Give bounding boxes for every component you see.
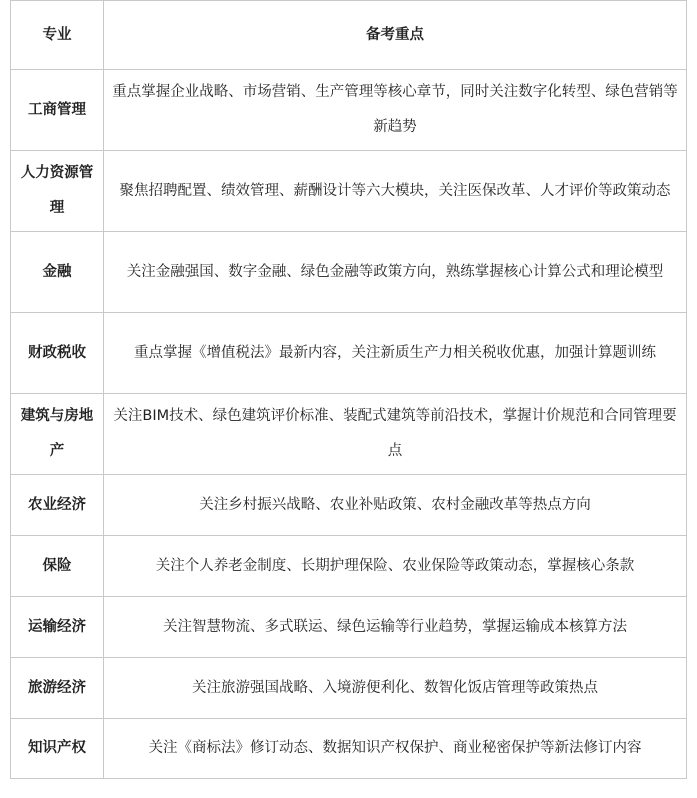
focus-cell: 关注BIM技术、绿色建筑评价标准、装配式建筑等前沿技术，掌握计价规范和合同管理要点 (104, 394, 687, 475)
table-row (11, 232, 687, 313)
exam-focus-table-container (10, 0, 686, 779)
major-cell: 工商管理 (11, 70, 104, 151)
focus-cell: 重点掌握《增值税法》最新内容，关注新质生产力相关税收优惠，加强计算题训练 (104, 313, 687, 394)
table-header-row (11, 1, 687, 70)
table-row (11, 536, 687, 597)
table-row (11, 151, 687, 232)
major-cell: 农业经济 (11, 475, 104, 536)
major-cell: 建筑与房地产 (11, 394, 104, 475)
table-row (11, 394, 687, 475)
major-cell: 旅游经济 (11, 658, 104, 719)
focus-cell: 关注个人养老金制度、长期护理保险、农业保险等政策动态，掌握核心条款 (104, 536, 687, 597)
focus-cell: 关注《商标法》修订动态、数据知识产权保护、商业秘密保护等新法修订内容 (104, 719, 687, 779)
header-focus: 备考重点 (104, 1, 687, 70)
table-row (11, 719, 687, 779)
major-cell: 金融 (11, 232, 104, 313)
exam-focus-table (10, 0, 687, 779)
table-row (11, 475, 687, 536)
focus-cell: 聚焦招聘配置、绩效管理、薪酬设计等六大模块，关注医保改革、人才评价等政策动态 (104, 151, 687, 232)
focus-cell: 关注乡村振兴战略、农业补贴政策、农村金融改革等热点方向 (104, 475, 687, 536)
focus-cell: 重点掌握企业战略、市场营销、生产管理等核心章节，同时关注数字化转型、绿色营销等新趋势 (104, 70, 687, 151)
table-row (11, 658, 687, 719)
major-cell: 人力资源管理 (11, 151, 104, 232)
major-cell: 知识产权 (11, 719, 104, 779)
focus-cell: 关注金融强国、数字金融、绿色金融等政策方向，熟练掌握核心计算公式和理论模型 (104, 232, 687, 313)
header-major: 专业 (11, 1, 104, 70)
major-cell: 运输经济 (11, 597, 104, 658)
table-row (11, 70, 687, 151)
focus-cell: 关注旅游强国战略、入境游便利化、数智化饭店管理等政策热点 (104, 658, 687, 719)
table-row (11, 597, 687, 658)
table-row (11, 313, 687, 394)
major-cell: 保险 (11, 536, 104, 597)
major-cell: 财政税收 (11, 313, 104, 394)
focus-cell: 关注智慧物流、多式联运、绿色运输等行业趋势，掌握运输成本核算方法 (104, 597, 687, 658)
